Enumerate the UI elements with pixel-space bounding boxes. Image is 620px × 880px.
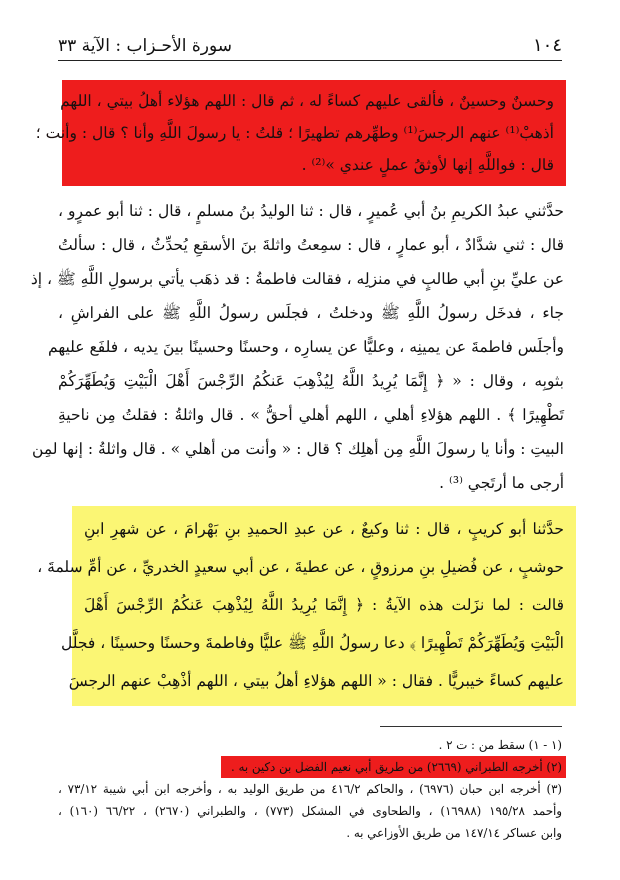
text-line: بثوبِه ، وقال : « ﴿ إِنَّمَا يُرِيدُ اللَّهُ لِيُذْهِبَ عَنكُمُ الرِّجْسَ أَهْلَ الْبَيْتِ وَيُطَهِّرَكُمْ [58,372,564,390]
text-line: أرجى ما أرتَجي ⁽³⁾ . [439,474,564,492]
footnote-rule [380,726,562,727]
yellow-line: الْبَيْتِ وَيُطَهِّرَكُمْ تَطْهِيرًا ﴾ دعا رسولُ اللَّهِ ﷺ عليًّا وفاطمةَ وحسنًا وحسينًا ، فجلَّل [60,634,564,652]
footnote-3: (٣) أخرجه ابن حبان (٦٩٧٦) ، والحاكم ٤١٦/٢ من طريق الوليد به ، وأخرجه ابن أبي شيبة ٧٣/١٢ ، [58,782,563,796]
footnote-2-highlighted: (٢) أخرجه الطبراني (٢٦٦٩) من طريق أبي نعيم الفضل بن دكين به . [221,756,566,778]
red-line: أذهبْ⁽¹⁾ عنهم الرجسَ⁽¹⁾ وطهِّرهم تطهيرًا ؛ قلتُ : يا رسولَ اللَّهِ وأنا ؟ قال : وأنت ؛ [35,124,554,142]
footnote-3-end: وابن عساكر ١٤٧/١٤ من طريق الأوزاعي به . [346,826,562,840]
text-line: وأجلَس فاطمةَ عن يمينِه ، وعليًّا عن يسارِه ، وحسنًا وحسينًا بينَ يديه ، فلفَع عليهم [48,338,564,356]
text-line: جاء ، فدخَل رسولُ اللَّهِ ﷺ ودخلتُ ، فجلَس رسولُ اللَّهِ ﷺ على الفراشِ ، [58,304,564,322]
yellow-line: حدَّثنا أبو كريبٍ ، قال : ثنا وكيعٌ ، عن عبدِ الحميدِ بنِ بَهْرامَ ، عن شهرِ ابنِ [84,520,564,538]
yellow-highlight-block [37,506,576,706]
page-header [58,30,562,56]
yellow-line: قالت : لما نزَلت هذه الآيةُ : ﴿ إِنَّمَا يُرِيدُ اللَّهُ لِيُذْهِبَ عَنكُمُ الرِّجْسَ أَهْلَ [84,596,564,614]
text-line: عن عليِّ بنِ أبي طالبٍ في منزلِه ، فقالت فاطمةُ : قد ذهَب يأتي برسولِ اللَّهِ ﷺ ، إذ [30,270,564,288]
page-number: ١٠٤ [532,35,562,56]
red-line: وحسنٌ وحسينٌ ، فألقى عليهم كساءً له ، ثم قال : اللهم هؤلاء أهلُ بيتي ، اللهم [60,92,554,110]
text-line: حدَّثني عبدُ الكريمِ بنُ أبي عُميرٍ ، قال : ثنا الوليدُ بنُ مسلمٍ ، قال : ثنا أبو عمرٍو ، [58,202,564,220]
footnote-3-cont: وأحمد ١٩٥/٢٨ (١٦٩٨٨) ، والطحاوى في المشكل (٧٧٣) ، والطبراني (٢٦٧٠) ، ٦٦/٢٢ (١٦٠) ، [58,804,562,818]
yellow-line: حوشبٍ ، عن فُضيلِ بنِ مرزوقٍ ، عن عطيةَ ، عن أبي سعيدٍ الخدريِّ ، عن أمِّ سلمةَ ، [37,558,564,576]
text-line: قال : ثني شدَّادٌ ، أبو عمارٍ ، قال : سمِعتُ واثلةَ بنَ الأسقعِ يُحدِّثُ ، قال : سألتُ [58,236,564,254]
red-line: قال : فواللَّهِ إنها لأوثقُ عملٍ عندي »⁽²⁾ . [301,156,554,174]
red-highlight-block [35,80,566,186]
footnote-1: (١ - ١) سقط من : ت ٢ . [438,738,562,752]
surah-title: سورة الأحـزاب : الآية ٣٣ [58,36,233,56]
yellow-line: عليهم كساءً خيبريًّا . فقال : « اللهم هؤلاءِ أهلُ بيتي ، اللهم أذْهِبْ عنهم الرجسَ [68,672,564,690]
text-line: تَطْهِيرًا ﴾ . اللهم هؤلاءِ أهلي ، اللهم أهلي أحقُّ » . قال واثلةُ : فقلتُ مِن ناحيةِ [58,406,564,424]
text-line: البيتِ : وأنا يا رسولَ اللَّهِ مِن أهلِك ؟ قال : « وأنت من أهلي » . قال واثلةُ : إنها لمِن [32,440,564,458]
header-rule [58,60,562,61]
